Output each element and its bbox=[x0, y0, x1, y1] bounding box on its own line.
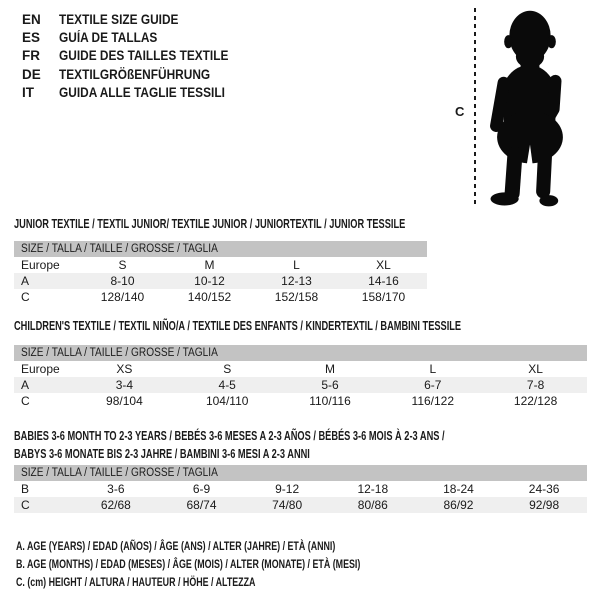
row-label: Europe bbox=[21, 258, 60, 272]
language-code: IT bbox=[22, 85, 34, 101]
language-label: GUIDA ALLE TAGLIE TESSILI bbox=[59, 85, 225, 101]
language-code: DE bbox=[22, 66, 41, 82]
size-cell: 5-6 bbox=[321, 378, 339, 392]
size-cell: 7-8 bbox=[526, 378, 545, 392]
row-label: C bbox=[21, 498, 30, 512]
language-code: EN bbox=[22, 11, 41, 27]
table-row bbox=[14, 257, 427, 273]
footnote-a bbox=[16, 537, 481, 555]
size-header-bar bbox=[14, 241, 427, 257]
size-cell: 140/152 bbox=[187, 290, 232, 304]
size-cell: 152/158 bbox=[274, 290, 319, 304]
section-title bbox=[14, 217, 427, 231]
size-cell: 10-12 bbox=[194, 274, 225, 288]
row-label: C bbox=[21, 394, 30, 408]
row-label: Europe bbox=[21, 362, 60, 376]
language-label: TEXTILGRÖßENFÜHRUNG bbox=[59, 66, 211, 82]
size-cell: 116/122 bbox=[411, 394, 455, 408]
table-row bbox=[14, 377, 587, 393]
footnote-text: B. AGE (MONTHS) / EDAD (MESES) / ÂGE (MOIS) / ALTER (MONATE) / ETÀ (MESI) bbox=[16, 557, 361, 572]
size-cell: M bbox=[324, 362, 335, 376]
language-code: FR bbox=[22, 48, 40, 64]
height-measure-label: C bbox=[455, 104, 465, 119]
size-cell: 4-5 bbox=[218, 378, 236, 392]
language-label: GUÍA DE TALLAS bbox=[59, 30, 158, 46]
babies-size-table bbox=[14, 481, 587, 513]
children-textile-section bbox=[14, 319, 587, 409]
language-label: GUIDE DES TAILLES TEXTILE bbox=[59, 48, 229, 64]
size-cell: 122/128 bbox=[513, 394, 558, 408]
section-title-text: CHILDREN'S TEXTILE / TEXTIL NIÑO/A / TEXTILE DES ENFANTS / KINDERTEXTIL / BAMBINI TESSILE bbox=[14, 319, 462, 333]
size-cell: 68/74 bbox=[186, 498, 217, 512]
language-row-en bbox=[22, 10, 252, 28]
size-cell: 128/140 bbox=[100, 290, 145, 304]
size-cell: 8-10 bbox=[110, 274, 135, 288]
size-header-bar bbox=[14, 465, 587, 481]
size-cell: 104/110 bbox=[205, 394, 249, 408]
footnotes bbox=[16, 537, 481, 592]
table-row bbox=[14, 273, 427, 289]
size-cell: XL bbox=[376, 258, 391, 272]
section-title-text: BABIES 3-6 MONTH TO 2-3 YEARS / BEBÉS 3-6 MESES A 2-3 AÑOS / BÉBÉS 3-6 MOIS À 2-3 ANS / bbox=[14, 429, 445, 443]
size-cell: 98/104 bbox=[106, 394, 143, 408]
size-cell: XL bbox=[528, 362, 543, 376]
language-code: ES bbox=[22, 30, 41, 46]
size-cell: 86/92 bbox=[443, 498, 474, 512]
size-cell: 6-9 bbox=[192, 482, 211, 496]
row-label: C bbox=[21, 290, 30, 304]
language-label: TEXTILE SIZE GUIDE bbox=[59, 11, 179, 27]
size-cell: 12-18 bbox=[357, 482, 389, 496]
size-cell: 3-6 bbox=[107, 482, 125, 496]
language-row-fr bbox=[22, 47, 252, 65]
footnote-text: A. AGE (YEARS) / EDAD (AÑOS) / ÂGE (ANS) / ALTER (JAHRE) / ETÀ (ANNI) bbox=[16, 539, 336, 553]
size-cell: 80/86 bbox=[357, 498, 388, 512]
children-size-table bbox=[14, 361, 587, 409]
row-label: A bbox=[21, 378, 30, 392]
size-cell: 110/116 bbox=[309, 394, 351, 408]
table-row bbox=[14, 393, 587, 409]
height-measure-dotted-line bbox=[474, 8, 476, 206]
row-label: A bbox=[21, 274, 30, 288]
size-cell: 92/98 bbox=[529, 498, 560, 512]
size-cell: 9-12 bbox=[275, 482, 300, 496]
footnote-b bbox=[16, 555, 481, 573]
section-title bbox=[14, 319, 587, 333]
size-cell: 158/170 bbox=[361, 290, 406, 304]
junior-textile-section bbox=[14, 217, 427, 305]
size-cell: XS bbox=[116, 362, 133, 376]
junior-size-table bbox=[14, 257, 427, 305]
size-cell: L bbox=[429, 362, 437, 376]
size-header-text: SIZE / TALLA / TAILLE / GRÖSSE / TAGLIA bbox=[21, 347, 218, 359]
size-cell: 74/80 bbox=[272, 498, 303, 512]
table-row bbox=[14, 289, 427, 305]
size-cell: 6-7 bbox=[424, 378, 442, 392]
babies-textile-section bbox=[14, 427, 587, 513]
size-cell: 62/68 bbox=[100, 498, 131, 512]
size-header-text: SIZE / TALLA / TAILLE / GRÖSSE / TAGLIA bbox=[21, 467, 218, 479]
table-row bbox=[14, 481, 587, 497]
section-title bbox=[14, 427, 587, 445]
size-cell: M bbox=[204, 258, 215, 272]
size-cell: S bbox=[118, 258, 127, 272]
language-row-it bbox=[22, 84, 252, 102]
size-cell: 12-13 bbox=[281, 274, 312, 288]
section-title-text: BABYS 3-6 MONATE BIS 2-3 JAHRE / BAMBINI 3-6 MESI A 2-3 ANNI bbox=[14, 447, 310, 461]
size-cell: 18-24 bbox=[443, 482, 474, 496]
size-header-bar bbox=[14, 345, 587, 361]
section-title-line2 bbox=[14, 445, 587, 463]
language-row-de bbox=[22, 65, 252, 83]
row-label: B bbox=[21, 482, 30, 496]
size-cell: L bbox=[293, 258, 300, 272]
size-header-text: SIZE / TALLA / TAILLE / GRÖSSE / TAGLIA bbox=[21, 243, 218, 255]
toddler-silhouette-image bbox=[483, 8, 577, 212]
table-row bbox=[14, 361, 587, 377]
size-cell: S bbox=[223, 362, 232, 376]
size-cell: 3-4 bbox=[115, 378, 134, 392]
footnote-c bbox=[16, 573, 481, 591]
language-title-list bbox=[22, 10, 252, 102]
size-cell: 24-36 bbox=[528, 482, 560, 496]
section-title-text: JUNIOR TEXTILE / TEXTIL JUNIOR/ TEXTILE JUNIOR / JUNIORTEXTIL / JUNIOR TESSILE bbox=[14, 217, 406, 231]
language-row-es bbox=[22, 28, 252, 46]
footnote-text: C. (cm) HEIGHT / ALTURA / HAUTEUR / HÖHE / ALTEZZA bbox=[16, 575, 256, 590]
table-row bbox=[14, 497, 587, 513]
size-cell: 14-16 bbox=[368, 274, 399, 288]
